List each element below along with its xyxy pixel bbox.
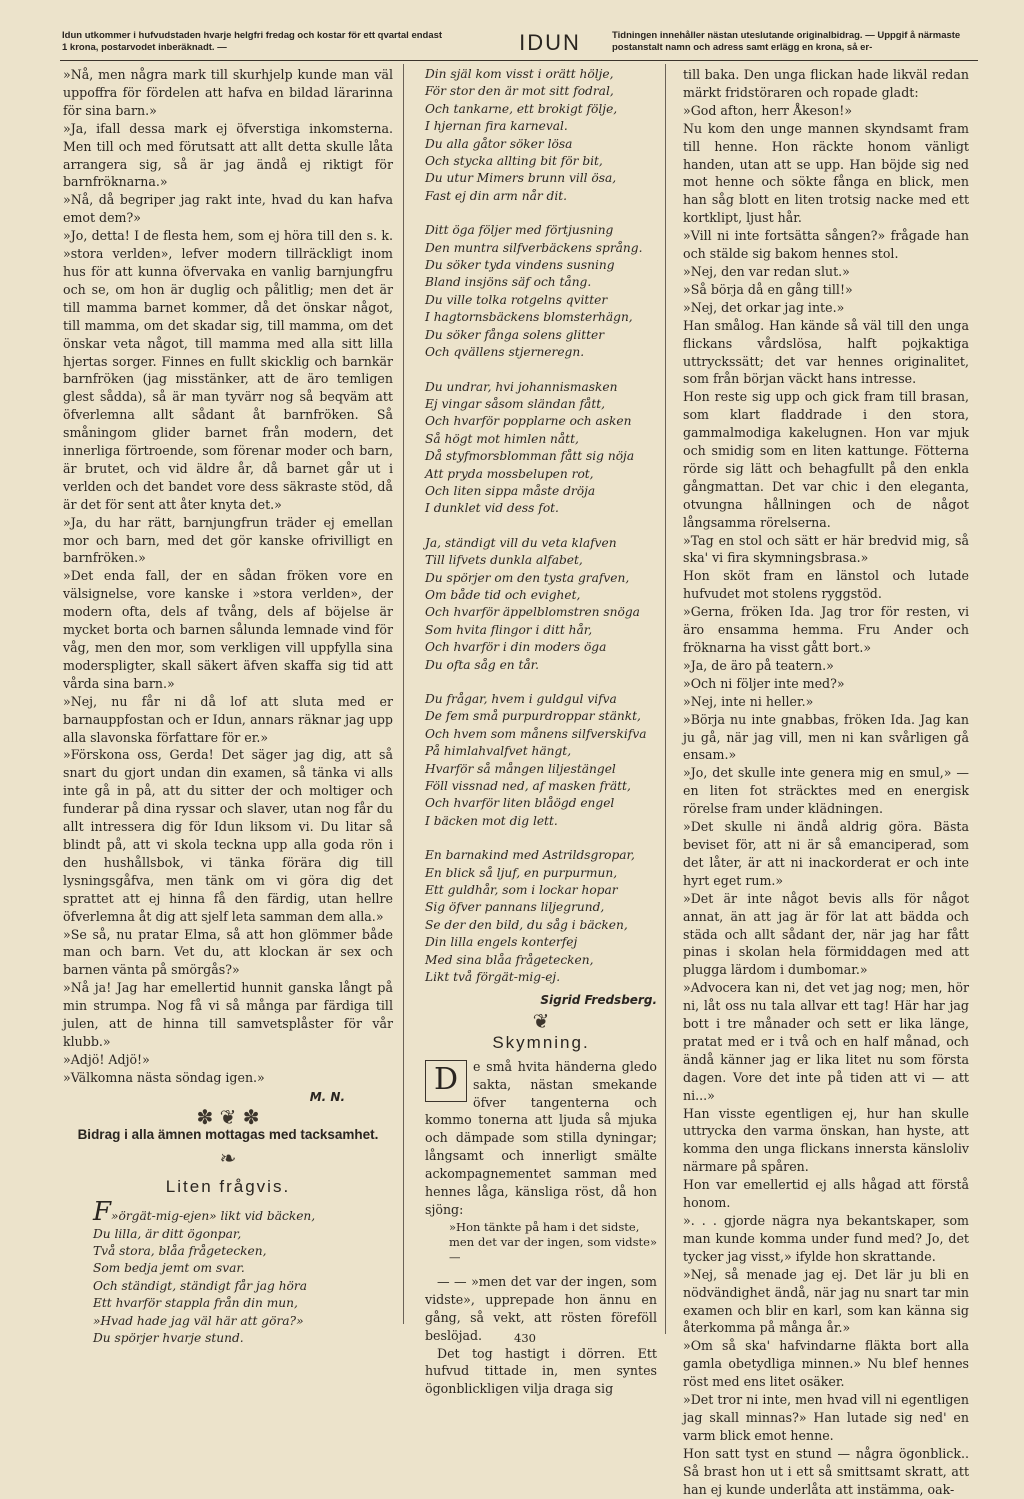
poem-line: Föll vissnad ned, af masken frätt, xyxy=(425,779,631,794)
poem-line: Och hvarför äppelblomstren snöga xyxy=(425,605,640,620)
poem-stanza xyxy=(425,222,657,361)
poem-line: Ditt öga följer med förtjusning xyxy=(425,223,614,238)
paragraph: »Börja nu inte gnabbas, fröken Ida. Jag kan ju gå, när jag vill, men ni kan svårligen gå ensam.» xyxy=(683,711,969,763)
poem-line: Två stora, blåa frågetecken, xyxy=(93,1244,267,1258)
paragraph: Han visste egentligen ej, hur han skulle uttrycka den varma önskan, han hyste, att komma den unga flickans innersta känsloliv närmare på spåren. xyxy=(683,1105,969,1175)
poem-line: Du söker tyda vindens susning xyxy=(425,258,615,273)
paragraph: »Om så ska' hafvindarne fläkta bort alla gamla obetydliga minnen.» Nu blef hennes röst med ens litet osäker. xyxy=(683,1338,969,1390)
story-text-right xyxy=(683,66,969,1499)
poem-line: Och qvällens stjerneregn. xyxy=(425,345,585,360)
poem-initial: F xyxy=(93,1197,112,1228)
ornament-icon: ❦ xyxy=(532,1008,550,1033)
column-divider xyxy=(665,64,666,1334)
poem-line: Du lilla, är ditt ögonpar, xyxy=(93,1226,242,1241)
poem-line: »Hvad hade jag väl här att göra?» xyxy=(93,1313,304,1328)
poem-line: Och tankarne, ett brokigt följe, xyxy=(425,101,618,116)
poem-line: Du utur Mimers brunn vill ösa, xyxy=(425,171,617,186)
poem-line: Och hvarför i din moders öga xyxy=(425,640,607,655)
header-right-note: Tidningen innehåller nästan uteslutande originalbidrag. — Uppgif å närmaste postanstalt namn och adress samt erlägg en krona, så er- xyxy=(612,30,961,53)
paragraph: Han smålog. Han kände så väl till den unga flickans vårdslösa, halft pojkaktiga uttryckssätt; det var hennes originalitet, som från början väckt hans intresse. xyxy=(683,317,969,387)
masthead-title: IDUN xyxy=(519,30,581,55)
poem-line: Med sina blåa frågetecken, xyxy=(425,952,594,967)
story-title: Skymning. xyxy=(492,1033,590,1053)
paragraph: »Det enda fall, der en sådan fröken vore en välsignelse, vore kanske i »stora verlden», der modern ofta, dels af tvång, dels af böjelse är mycket borta och barnen sålunda lemnade vind för våg, men den mor, som verkligen vill uppfylla sina moderspligter, skall säkert äfven skaffa sig tid att vårda sina barn.» xyxy=(63,568,393,691)
poem-line: Som hvita flingor i ditt hår, xyxy=(425,622,593,637)
paragraph: »Nej, nu får ni då lof att sluta med er barnauppfostan och er Idun, annars räknar jag upp alla slavonska författare för er.» xyxy=(63,693,393,745)
poem-line: Ett hvarför stappla från din mun, xyxy=(93,1296,298,1311)
poem-stanza xyxy=(425,535,657,674)
paragraph: »Det är inte något bevis alls för något annat, än att jag är för lat att bädda och städa och allt sådant der, när jag har fått pinas i skolan hela förmiddagen med att plugga lärdom i dumbomar.» xyxy=(683,890,969,978)
paragraph: »Förskona oss, Gerda! Det säger jag dig, att så snart du gjort undan din examen, så tänka vi alls inte gå in på, att du sitter der och moltiger och funderar på dina ryssar och slaver, utan nog får du allt intressera dig för Idun liksom vi. Du litar så blindt på, att vi skola teckna upp alla goda rön i den hushållsbok, vi tänka förära dig till lysningsgåfva, men tänk om vi göra dig det sprattet att ej hinna få den färdig, utan hellre öfverlemna åt dig att sjelf leta samman dem alla.» xyxy=(63,747,393,924)
poem-title: Liten frågvis. xyxy=(165,1177,291,1197)
poem-line: Du alla gåtor söker lösa xyxy=(425,136,573,151)
poem-line: Du undrar, hvi johannismasken xyxy=(425,379,618,394)
paragraph: Hon var emellertid ej alls hågad att förstå honom. xyxy=(683,1177,969,1211)
poem-line: Ej vingar såsom sländan fått, xyxy=(425,396,605,411)
paragraph: »Det tror ni inte, men hvad vill ni egentligen jag skall minnas?» Han lutade sig ned' en varm blick emot henne. xyxy=(683,1392,969,1443)
poem-line: »örgät-mig-ejen» likt vid bäcken, xyxy=(111,1209,316,1224)
poem-stanza xyxy=(425,66,657,205)
paragraph: »Välkomna nästa söndag igen.» xyxy=(63,1069,265,1085)
poem-line: Du frågar, hvem i guldgul vifva xyxy=(425,692,617,706)
poem-line: Bland insjöns säf och tång. xyxy=(425,275,592,290)
poem-line: Och liten sippa måste dröja xyxy=(425,483,596,498)
paragraph: till baka. Den unga flickan hade likväl redan märkt fridstöraren och ropade gladt: xyxy=(683,67,969,100)
ornament-icon: ✽ ❦ ✽ xyxy=(196,1104,260,1129)
poem-line: Till lifvets dunkla alfabet, xyxy=(425,553,583,568)
column-middle xyxy=(425,66,657,1398)
story-text-left xyxy=(63,66,393,1087)
paragraph: »Vill ni inte fortsätta sången?» frågade han och stälde sig bakom hennes stol. xyxy=(683,228,969,262)
poem-stanza xyxy=(425,691,657,830)
paragraph: »Så börja då en gång till!» xyxy=(683,281,853,297)
poem-stanzas xyxy=(425,66,657,987)
poem-line: I bäcken mot dig lett. xyxy=(425,813,558,828)
header-rule xyxy=(60,60,978,61)
paragraph: »Nå ja! Jag har emellertid hunnit ganska långt på min strumpa. Nog få vi så många par färdiga till julen, att de hinna till samvetsplåster för vår klubb.» xyxy=(63,980,393,1049)
paragraph: »Tag en stol och sätt er här bredvid mig, så ska' vi fira skymningsbrasa.» xyxy=(683,532,969,566)
signature-mn: M. N. xyxy=(309,1089,345,1104)
poem-line: Då styfmorsblomman fått sig nöja xyxy=(425,449,635,464)
poem-line: Om både tid och evighet, xyxy=(425,587,581,602)
paragraph: »Och ni följer inte med?» xyxy=(683,675,845,691)
poem-line: Du ofta såg en tår. xyxy=(425,657,540,672)
poem-signature: Sigrid Fredsberg. xyxy=(540,992,657,1007)
poem-line: Och stycka allting bit för bit, xyxy=(425,154,603,169)
paragraph: »Nå, då begriper jag rakt inte, hvad du kan hafva emot dem?» xyxy=(63,192,393,226)
poem-line: Du spörjer om den tysta grafven, xyxy=(425,570,630,585)
paragraph: »Adjö! Adjö!» xyxy=(63,1051,150,1067)
poem-line: De fem små purpurdroppar stänkt, xyxy=(425,709,641,724)
column-right xyxy=(683,66,969,1499)
poem-line: Så högt mot himlen nått, xyxy=(425,431,579,446)
paragraph: »Nej, den var redan slut.» xyxy=(683,263,850,279)
header-left-note: Idun utkommer i hufvudstaden hvarje helgfri fredag och kostar för ett qvartal endast 1 krona, postarvodet inberäknadt. — xyxy=(62,30,443,53)
poem-line: Den muntra silfverbäckens språng. xyxy=(425,240,643,255)
paragraph: Hon reste sig upp och gick fram till brasan, som klart fladdrade i den stora, gammalmodiga kakelugnen. Hon var mjuk och smidig som en liten kattunge. Fötterna rörde sig lätt och behagfullt på den enkla gångmattan. Det var chic i den eleganta, otvungna hållningen och de något långsamma rörelserna. xyxy=(683,389,969,530)
poem-line: Du spörjer hvarje stund. xyxy=(93,1331,244,1346)
paragraph: »Nej, inte ni heller.» xyxy=(683,693,814,709)
paragraph: Hon sköt fram en länstol och lutade hufvudet mot stolens ryggstöd. xyxy=(683,568,969,602)
poem-line: Att pryda mossbelupen rot, xyxy=(425,466,594,481)
poem-line: Du söker fånga solens glitter xyxy=(425,327,605,342)
poem-line: I hagtornsbäckens blomsterhägn, xyxy=(425,310,633,325)
poem-line: En blick så ljuf, en purpurmun, xyxy=(425,865,618,880)
paragraph: »Se så, nu pratar Elma, så att hon glömmer både man och barn. Vet du, att klockan är sex och barnen vänta på smörgås?» xyxy=(63,926,393,978)
paragraph: »Ja, ifall dessa mark ej öfverstiga inkomsterna. Men till och med förutsatt att allt detta skulle låta arrangera sig, så är jag ändå ej riktigt för barnfröknarna.» xyxy=(63,120,393,190)
poem-line: En barnakind med Astrildsgropar, xyxy=(425,848,635,863)
page-header xyxy=(62,30,977,58)
poem-line: I hjernan fira karneval. xyxy=(425,119,568,134)
poem-stanza xyxy=(425,847,657,986)
poem-liten-fragvis xyxy=(93,1197,393,1347)
poem-line: Din lilla engels konterfej xyxy=(425,935,578,950)
drop-cap: D xyxy=(425,1060,467,1102)
poem-line: Och hvarför liten blåögd engel xyxy=(425,796,615,811)
story-text-middle: D e små hvita händerna gledo sakta, nästan smekande öfver tangenterna och kommo tonerna att ljuda så mjuka och dämpade som stilla dyningar; långsamt och innerligt smälte ackompagnementet samman med hennes låga, känsliga röst, då hon sjöng: »Hon tänkte på ham i det sidste, men det var der ingen, som vidste» — — — »men det var der ingen, som vidste», upprepade hon ännu en gång, så vekt, att rösten föreföll beslöjad. Det tog hastigt i dörren. Ett hufvud tittade in, men syntes ögonblickligen vilja draga sig xyxy=(425,1058,657,1397)
poem-stanza xyxy=(425,379,657,518)
paragraph: »Ja, du har rätt, barnjungfrun träder ej emellan mor och barn, med det gör kanske ofrivilligt en barnfröken.» xyxy=(63,514,393,566)
paragraph: »God afton, herr Åkeson!» xyxy=(683,102,853,118)
column-left xyxy=(63,66,393,1347)
paragraph: »Nej, det orkar jag inte.» xyxy=(683,299,845,315)
poem-line: Se der den bild, du såg i bäcken, xyxy=(425,917,628,932)
paragraph: »Advocera kan ni, det vet jag nog; men, hör ni, låt oss nu tala allvar ett tag! Här har jag bott i tre månader och sett er lika länge, pratat med er i två och en half månad, och ändå känner jag er lika litet nu som första dagen. Vore det inte på tiden att vi — att ni...» xyxy=(683,980,969,1103)
paragraph: »Jo, detta! I de flesta hem, som ej höra till den s. k. »stora verlden», lefver modern tillräckligt inom hus för att kunna öfvervaka en vanlig barnjungfru och se, om hon är duglig och pålitlig; men det är till mamma barnet kommer, då det önskar något, till mamma, om det skadar sig, till mamma, om det önskar veta något, till mamma med alla sitt lilla hjertas sorger. Finnes en fullt skicklig och barnkär barnfröken (jag misstänker, att de äro temligen glest sådda), så är man tyvärr nog så beqväm att öfverlemna allt sådant åt barnfröken. Så småningom glider barnet från modern, det innerliga förtroende, som förenar moder och barn, är brutet, och vid äldre år, då barnet går ut i verlden och det bandet vore dess säkraste stöd, då är det för sent att åter knyta det.» xyxy=(63,228,393,512)
poem-line: Du ville tolka rotgelns qvitter xyxy=(425,292,608,307)
poem-line: På himlahvalfvet hängt, xyxy=(425,744,572,759)
page-number: 430 xyxy=(514,1331,536,1345)
paragraph: Hon satt tyst en stund — några ögonblick.. Så brast hon ut i ett så smittsamt skratt, att han ej kunde underlåta att instämma, oak- xyxy=(683,1445,969,1497)
poem-line: Och hvem som månens silfverskifva xyxy=(425,726,647,741)
ornament-icon: ❧ xyxy=(219,1146,237,1171)
poem-line: Fast ej din arm når dit. xyxy=(425,188,568,203)
poem-line: Sig öfver pannans liljegrund, xyxy=(425,900,605,915)
paragraph: Nu kom den unge mannen skyndsamt fram till henne. Hon räckte honom vänligt handen, utan att se upp. Han böjde sig ned mot henne och sökte fånga en blick, men han såg blott en liten trotsig nacke med ett kortklipt, ljust hår. xyxy=(683,120,969,226)
poem-line: Likt två förgät-mig-ej. xyxy=(425,970,561,985)
paragraph: ». . . gjorde nägra nya bekantskaper, som man kunde komma under fund med? Jo, det tycker jag visst,» ifylde hon skrattande. xyxy=(683,1213,969,1264)
contribution-notice: Bidrag i alla ämnen mottagas med tacksamhet. xyxy=(77,1127,379,1143)
poem-line: Ett guldhår, som i lockar hopar xyxy=(425,883,618,898)
poem-line: Hvarför så mången liljestängel xyxy=(425,761,616,776)
paragraph: »Nå, men några mark till skurhjelp kunde man väl uppoffra för fördelen att hafva en bildad lärarinna för sina barn.» xyxy=(63,67,393,118)
poem-line: Och hvarför popplarne och asken xyxy=(425,414,632,429)
poem-line: För stor den är mot sitt fodral, xyxy=(425,84,614,99)
paragraph: »Det skulle ni ändå aldrig göra. Bästa beviset för, att ni är så emanciperad, som det låter, är att ni inackorderat er och inte hyrt eget rum.» xyxy=(683,819,969,888)
song-quote: »Hon tänkte på ham i det sidste, men det var der ingen, som vidste» — xyxy=(449,1219,657,1264)
paragraph: »Ja, de äro på teatern.» xyxy=(683,657,834,673)
poem-line: Ja, ständigt vill du veta klafven xyxy=(425,535,617,550)
paragraph: »Nej, så menade jag ej. Det lär ju bli en nödvändighet ändå, när jag nu snart tar min examen och blir en karl, som kan känna sig återkomma på många år.» xyxy=(683,1266,969,1336)
poem-line: I dunklet vid dess fot. xyxy=(425,501,559,516)
column-divider xyxy=(403,64,404,1324)
poem-line: Och ständigt, ständigt får jag höra xyxy=(93,1278,307,1293)
paragraph: »Gerna, fröken Ida. Jag tror för resten, vi äro ensamma hemma. Fru Ander och fröknarna ha visst gått bort.» xyxy=(683,604,969,655)
poem-line: Som bedja jemt om svar. xyxy=(93,1261,245,1276)
paragraph: »Jo, det skulle inte genera mig en smul,» — en liten fot sträcktes med en energisk rörelse fram under klädningen. xyxy=(683,765,969,817)
poem-line: Din själ kom visst i orätt hölje, xyxy=(425,67,614,81)
